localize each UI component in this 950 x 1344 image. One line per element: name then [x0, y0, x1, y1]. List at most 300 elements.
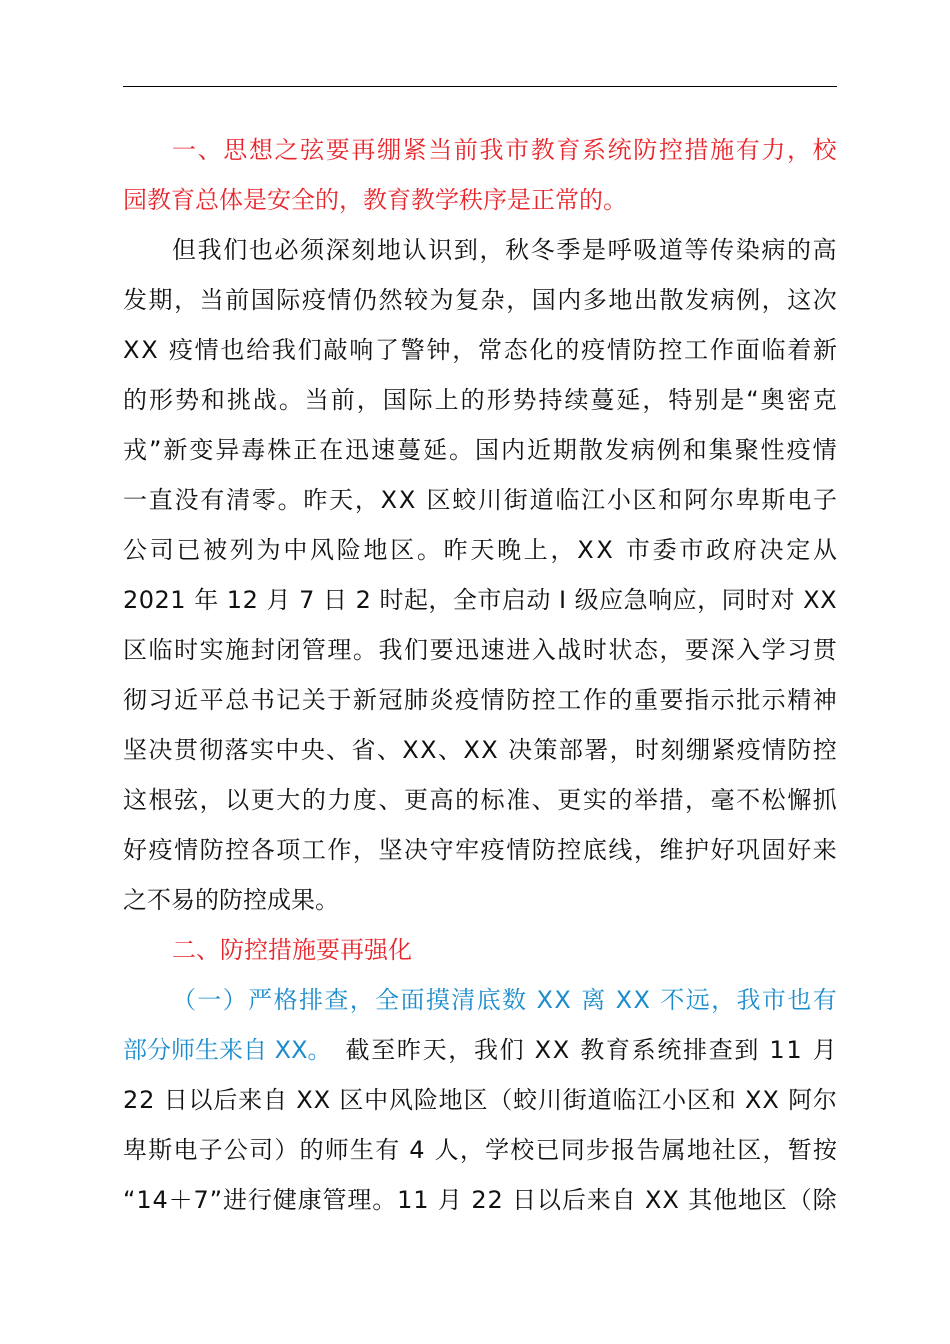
glyph: 行: [247, 1186, 272, 1214]
glyph: X: [820, 586, 837, 614]
glyph: 更: [404, 786, 429, 814]
glyph: 散: [659, 286, 684, 314]
glyph: 指: [685, 686, 710, 714]
glyph: 措: [659, 786, 684, 814]
glyph: 也: [248, 236, 273, 264]
glyph: [780, 1080, 788, 1120]
glyph: 除: [812, 1186, 837, 1214]
glyph: 社: [712, 1136, 737, 1164]
glyph: ＋: [168, 1186, 193, 1214]
glyph: 控: [531, 686, 556, 714]
glyph: 央: [300, 736, 325, 764]
glyph: 国: [382, 386, 407, 414]
glyph: X: [577, 536, 594, 564]
glyph: [315, 580, 323, 620]
glyph: [155, 1080, 163, 1120]
glyph: 集: [708, 436, 733, 464]
glyph: 没: [174, 486, 199, 514]
glyph: 风: [310, 536, 335, 564]
glyph: 7: [299, 586, 315, 614]
glyph: 部: [558, 736, 583, 764]
glyph: 吸: [633, 236, 658, 264]
glyph: ，: [452, 336, 477, 364]
glyph: 的: [608, 786, 633, 814]
glyph: 新: [163, 436, 188, 464]
glyph: 项: [276, 836, 301, 864]
glyph: 昨: [443, 536, 468, 564]
glyph: [567, 580, 575, 620]
glyph: 形: [148, 386, 173, 414]
glyph: X: [296, 1086, 313, 1114]
glyph: 毫: [710, 786, 735, 814]
glyph: 精: [787, 686, 812, 714]
glyph: 教: [580, 1036, 605, 1064]
glyph: 应: [672, 586, 697, 614]
glyph: 、: [378, 786, 403, 814]
glyph: 次: [812, 286, 837, 314]
glyph: 临: [555, 486, 580, 514]
glyph: 直: [148, 486, 173, 514]
paragraph1-line: [123, 630, 837, 670]
glyph: 。: [449, 436, 474, 464]
glyph: 和: [658, 486, 683, 514]
glyph: 给: [246, 336, 271, 364]
glyph: 公: [223, 1136, 248, 1164]
glyph: 挑: [226, 386, 251, 414]
glyph: 已: [535, 1136, 560, 1164]
glyph: [417, 480, 425, 520]
glyph: 、: [531, 786, 556, 814]
glyph: 卑: [735, 486, 760, 514]
paragraph1-line: [172, 230, 837, 270]
glyph: 以: [537, 1186, 562, 1214]
glyph: 高: [429, 786, 454, 814]
glyph: 级: [574, 586, 599, 614]
glyph: 2: [355, 586, 371, 614]
glyph: 到: [734, 1036, 759, 1064]
glyph: 国: [475, 436, 499, 464]
glyph: [737, 1080, 745, 1120]
glyph: X: [141, 336, 158, 364]
glyph: 刻: [660, 736, 685, 764]
glyph: 风: [388, 1086, 413, 1114]
subsection1-body-line: [123, 1180, 837, 1220]
glyph: 天: [422, 1036, 447, 1064]
glyph: 性: [760, 436, 785, 464]
glyph: 时: [582, 636, 607, 664]
glyph: 前: [453, 136, 478, 164]
glyph: 季: [556, 236, 581, 264]
glyph: 再: [351, 136, 376, 164]
glyph: 仍: [352, 286, 377, 314]
glyph: 但: [172, 236, 196, 264]
glyph: 斯: [148, 1136, 173, 1164]
glyph: 情: [174, 836, 199, 864]
glyph: 实: [199, 636, 224, 664]
glyph: 疫: [581, 336, 606, 364]
glyph: 险: [413, 1086, 438, 1114]
glyph: （: [488, 1086, 513, 1114]
glyph: 查: [324, 986, 349, 1014]
glyph: 防: [199, 836, 224, 864]
glyph: 公: [123, 536, 147, 564]
glyph: 校: [510, 1136, 535, 1164]
glyph: 延: [423, 436, 448, 464]
glyph: 1: [786, 1036, 802, 1064]
glyph: 中: [275, 736, 300, 764]
glyph: 之: [274, 136, 299, 164]
glyph: X: [633, 986, 650, 1014]
glyph: （: [172, 986, 196, 1014]
glyph: 离: [581, 986, 606, 1014]
glyph: 决: [759, 536, 784, 564]
glyph: 的: [299, 1136, 324, 1164]
glyph: 我: [271, 336, 296, 364]
glyph: 截: [345, 1036, 370, 1064]
glyph: 对: [770, 586, 795, 614]
glyph: ，: [354, 486, 379, 514]
glyph: 市: [679, 536, 704, 564]
glyph: 紧: [711, 736, 736, 764]
glyph: 情: [327, 286, 352, 314]
glyph: 防: [787, 736, 812, 764]
glyph: 和: [711, 1086, 736, 1114]
glyph: 彻: [199, 736, 224, 764]
glyph: 阿: [684, 486, 709, 514]
glyph: 紧: [402, 136, 427, 164]
glyph: X: [615, 986, 633, 1014]
glyph: 康: [297, 1186, 322, 1214]
glyph: 持: [538, 386, 563, 414]
glyph: 列: [229, 536, 254, 564]
glyph: 迅: [345, 436, 370, 464]
glyph: 也: [220, 336, 245, 364]
glyph: 属: [661, 1136, 686, 1164]
glyph: 2: [471, 1186, 487, 1214]
glyph: 措: [684, 136, 709, 164]
glyph: 我: [479, 136, 504, 164]
glyph: 贯: [173, 736, 198, 764]
glyph: 日: [322, 586, 347, 614]
glyph: 呼: [607, 236, 632, 264]
glyph: [429, 1180, 437, 1220]
glyph: 临: [612, 1086, 637, 1114]
glyph: 闭: [276, 636, 301, 664]
glyph: 准: [506, 786, 531, 814]
glyph: 育: [556, 136, 581, 164]
glyph: X: [536, 986, 553, 1014]
glyph: X: [662, 1186, 679, 1214]
glyph: 战: [252, 386, 277, 414]
glyph: [219, 580, 227, 620]
glyph: 区: [426, 486, 451, 514]
glyph: 态: [503, 336, 528, 364]
glyph: 2: [154, 586, 170, 614]
glyph: 来: [812, 836, 837, 864]
glyph: 国: [531, 286, 556, 314]
glyph: 复: [455, 286, 480, 314]
glyph: 委: [652, 536, 677, 564]
glyph: X: [313, 1086, 331, 1114]
glyph: 从: [812, 536, 837, 564]
glyph: 决: [148, 736, 173, 764]
glyph: 秋: [505, 236, 530, 264]
glyph: 贯: [812, 636, 837, 664]
glyph: 深: [710, 636, 735, 664]
paragraph1-line: [123, 480, 837, 520]
glyph: 区: [686, 1086, 711, 1114]
section1-heading-line1: [172, 130, 837, 170]
glyph: 巩: [736, 836, 761, 864]
glyph: 摸: [425, 986, 450, 1014]
subsection1-body-start: [346, 1030, 837, 1070]
glyph: 和: [200, 386, 225, 414]
glyph: 。: [372, 1186, 397, 1214]
glyph: [504, 1180, 512, 1220]
glyph: 钟: [426, 336, 451, 364]
glyph: 松: [761, 786, 786, 814]
glyph: 查: [708, 1036, 733, 1064]
glyph: 好: [710, 836, 735, 864]
glyph: 尔: [709, 486, 734, 514]
glyph: ，: [199, 786, 224, 814]
glyph: 上: [434, 386, 459, 414]
glyph: 司: [249, 1136, 274, 1164]
glyph: 和: [682, 436, 707, 464]
glyph: ）: [274, 1136, 299, 1164]
glyph: 进: [222, 1186, 247, 1214]
glyph: 状: [608, 636, 633, 664]
glyph: 全: [452, 586, 477, 614]
glyph: 要: [429, 636, 454, 664]
glyph: X: [534, 1036, 552, 1064]
glyph: 疫: [455, 686, 480, 714]
glyph: 总: [225, 686, 250, 714]
glyph: ，: [352, 836, 377, 864]
glyph: 警: [400, 336, 425, 364]
glyph: 化: [529, 336, 554, 364]
glyph: 的: [301, 786, 326, 814]
glyph: 署: [584, 736, 609, 764]
glyph: 以: [225, 786, 250, 814]
glyph: 街: [562, 1086, 587, 1114]
glyph: 严: [248, 986, 273, 1014]
glyph: 要: [685, 636, 710, 664]
glyph: 报: [611, 1136, 636, 1164]
glyph: 小: [606, 486, 631, 514]
glyph: 施: [710, 136, 735, 164]
glyph: 2: [123, 586, 139, 614]
glyph: 关: [301, 686, 326, 714]
glyph: 控: [658, 136, 683, 164]
glyph: 蛟: [452, 486, 477, 514]
glyph: 情: [194, 336, 219, 364]
glyph: 为: [256, 536, 281, 564]
glyph: 后: [561, 1186, 586, 1214]
glyph: 线: [608, 836, 633, 864]
glyph: 道: [658, 236, 683, 264]
glyph: 区: [123, 636, 147, 664]
glyph: 步: [585, 1136, 610, 1164]
glyph: 标: [480, 786, 505, 814]
glyph: 进: [506, 636, 531, 664]
paragraph1-line: [123, 580, 837, 620]
glyph: 生: [349, 1136, 374, 1164]
glyph: 的: [787, 236, 811, 264]
glyph: 策: [533, 736, 558, 764]
glyph: 正: [293, 436, 318, 464]
glyph: 晚: [497, 536, 522, 564]
glyph: 认: [402, 236, 427, 264]
glyph: 有: [735, 136, 760, 164]
glyph: 区: [632, 486, 657, 514]
glyph: 健: [272, 1186, 297, 1214]
glyph: [288, 1080, 296, 1120]
glyph: 前: [330, 386, 355, 414]
glyph: 、: [326, 736, 351, 764]
glyph: 各: [250, 836, 275, 864]
glyph: 工: [557, 686, 582, 714]
glyph: 内: [557, 286, 582, 314]
glyph: 中: [364, 1086, 389, 1114]
glyph: 落: [224, 736, 249, 764]
glyph: 新: [812, 336, 837, 364]
header-rule: [123, 86, 837, 87]
glyph: 市: [625, 536, 650, 564]
glyph: 、: [376, 736, 401, 764]
glyph: 近: [174, 686, 199, 714]
glyph: 以: [188, 1086, 213, 1114]
glyph: X: [762, 1086, 779, 1114]
glyph: 统: [607, 136, 632, 164]
paragraph1-line: [123, 530, 837, 570]
glyph: ，: [356, 386, 381, 414]
subsection1-body-line: [123, 1080, 837, 1120]
glyph: X: [380, 486, 398, 514]
glyph: 急: [623, 586, 648, 614]
glyph: 上: [523, 536, 548, 564]
glyph: 。: [416, 536, 441, 564]
glyph: ，: [787, 136, 811, 164]
glyph: 根: [148, 786, 173, 814]
glyph: 面: [400, 986, 425, 1014]
glyph: 克: [812, 386, 837, 414]
glyph: [607, 980, 615, 1020]
glyph: [331, 1080, 339, 1120]
glyph: 4: [152, 1186, 168, 1214]
glyph: ，: [761, 286, 786, 314]
glyph: 地: [608, 286, 633, 314]
glyph: 实: [249, 736, 274, 764]
glyph: 护: [685, 836, 710, 864]
glyph: 深: [325, 236, 350, 264]
glyph: 月: [437, 1186, 462, 1214]
glyph: 着: [787, 336, 812, 364]
glyph: [803, 1030, 811, 1070]
glyph: 市: [505, 136, 530, 164]
glyph: 动: [526, 586, 551, 614]
glyph: 延: [616, 386, 641, 414]
paragraph1-line: [123, 330, 837, 370]
glyph: 月: [266, 586, 291, 614]
glyph: ，: [479, 236, 504, 264]
glyph: ，: [659, 636, 684, 664]
glyph: 疫: [301, 286, 326, 314]
glyph: 刻: [351, 236, 376, 264]
glyph: 1: [769, 1036, 785, 1064]
glyph: 控: [225, 836, 250, 864]
glyph: [291, 580, 299, 620]
glyph: 学: [761, 636, 786, 664]
glyph: [680, 1180, 688, 1220]
glyph: 川: [537, 1086, 562, 1114]
glyph: 要: [325, 136, 350, 164]
glyph: 我: [736, 986, 761, 1014]
glyph: 速: [371, 436, 396, 464]
glyph: 统: [657, 1036, 682, 1064]
glyph: （: [787, 1186, 812, 1214]
glyph: 发: [123, 286, 147, 314]
glyph: 速: [480, 636, 505, 664]
glyph: 我: [473, 1036, 498, 1064]
glyph: 控: [557, 836, 582, 864]
glyph: 懈: [787, 786, 812, 814]
glyph: 的: [123, 386, 147, 414]
glyph: X: [481, 736, 498, 764]
glyph: 7: [193, 1186, 209, 1214]
glyph: 续: [564, 386, 589, 414]
glyph: 的: [608, 686, 633, 714]
glyph: 病: [761, 236, 786, 264]
glyph: 杂: [480, 286, 505, 314]
glyph: 们: [297, 336, 322, 364]
glyph: 情: [480, 686, 505, 714]
glyph: 度: [352, 786, 377, 814]
glyph: 情: [506, 836, 531, 864]
glyph: 记: [276, 686, 301, 714]
glyph: 习: [148, 686, 173, 714]
glyph: 响: [648, 586, 673, 614]
glyph: 一: [123, 486, 147, 514]
glyph: 清: [451, 986, 476, 1014]
glyph: 子: [812, 486, 837, 514]
glyph: 启: [501, 586, 526, 614]
glyph: X: [552, 1036, 570, 1064]
glyph: 同: [721, 586, 746, 614]
glyph: [795, 580, 803, 620]
glyph: 底: [476, 986, 501, 1014]
glyph: 昨: [303, 486, 328, 514]
glyph: 是: [582, 236, 606, 264]
glyph: 地: [737, 1186, 762, 1214]
glyph: 我: [378, 636, 403, 664]
glyph: 1: [413, 1186, 429, 1214]
glyph: 格: [273, 986, 298, 1014]
glyph: 系: [582, 136, 606, 164]
glyph: 施: [225, 636, 250, 664]
glyph: 地: [438, 1086, 463, 1114]
glyph: 作: [582, 686, 607, 714]
paragraph1-line: [123, 280, 837, 320]
glyph: 0: [138, 586, 155, 614]
paragraph1-line: [123, 430, 837, 470]
glyph: 批: [736, 686, 761, 714]
glyph: 新: [352, 686, 377, 714]
glyph: 大: [276, 786, 301, 814]
glyph: ”: [209, 1186, 223, 1214]
glyph: ，: [459, 1136, 484, 1164]
glyph: 期: [148, 286, 173, 314]
